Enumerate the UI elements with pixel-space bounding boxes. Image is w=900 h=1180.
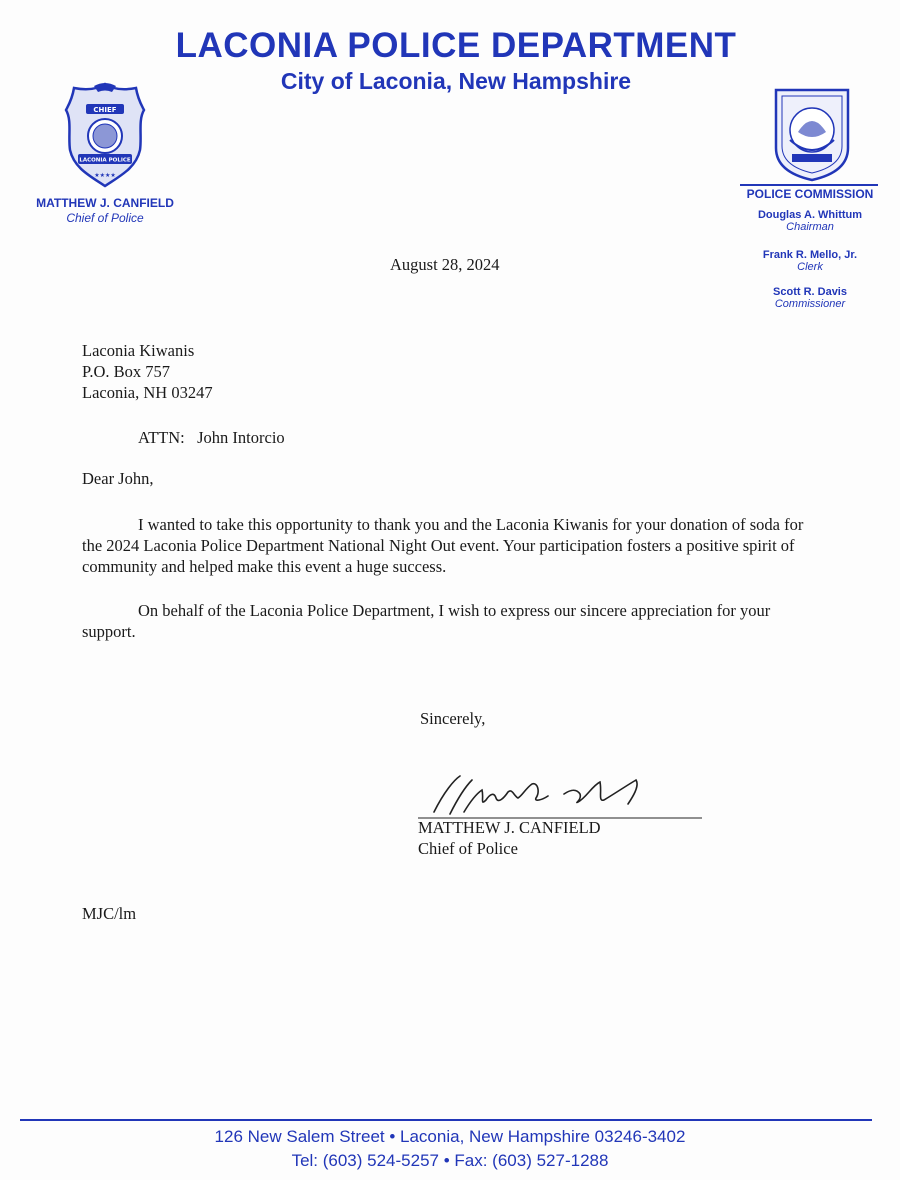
attn-label: ATTN: bbox=[138, 428, 185, 447]
svg-text:★★★★: ★★★★ bbox=[94, 172, 116, 179]
police-badge-icon bbox=[62, 80, 148, 190]
closing: Sincerely, bbox=[420, 709, 486, 728]
salutation: Dear John, bbox=[82, 469, 154, 488]
commission-member bbox=[730, 249, 890, 273]
member-name: Scott R. Davis bbox=[773, 286, 847, 298]
reference-initials: MJC/lm bbox=[82, 904, 137, 923]
recipient-line: P.O. Box 757 bbox=[82, 362, 171, 381]
commission-divider bbox=[740, 184, 878, 186]
commission-seal-icon bbox=[770, 82, 854, 182]
letter-date: August 28, 2024 bbox=[390, 255, 500, 274]
footer-divider bbox=[20, 1119, 872, 1121]
paragraph-text: I wanted to take this opportunity to thank you and the Laconia Kiwanis for your donation of soda for the 2024 Laconia Police Department National Night Out event. Your participation fosters a positive spirit of community and helped make this event a huge success. bbox=[82, 515, 804, 576]
body-paragraph bbox=[82, 514, 822, 577]
department-name: LACONIA POLICE DEPARTMENT bbox=[175, 26, 737, 65]
member-role: Clerk bbox=[797, 261, 823, 273]
commission-member bbox=[730, 209, 890, 233]
svg-text:CHIEF: CHIEF bbox=[93, 106, 117, 114]
member-role: Chairman bbox=[786, 221, 834, 233]
body-paragraph bbox=[82, 600, 822, 642]
chief-name: MATTHEW J. CANFIELD bbox=[36, 196, 174, 210]
commission-member bbox=[730, 286, 890, 310]
member-name: Douglas A. Whittum bbox=[757, 209, 863, 221]
svg-text:LACONIA POLICE: LACONIA POLICE bbox=[79, 157, 131, 164]
member-name: Frank R. Mello, Jr. bbox=[762, 249, 858, 261]
recipient-line: Laconia Kiwanis bbox=[82, 341, 195, 360]
member-role: Commissioner bbox=[774, 298, 846, 310]
city-name: City of Laconia, New Hampshire bbox=[280, 68, 632, 94]
handwritten-signature bbox=[414, 772, 704, 822]
signer-name: MATTHEW J. CANFIELD bbox=[418, 818, 601, 837]
chief-title: Chief of Police bbox=[66, 211, 144, 225]
signer-title: Chief of Police bbox=[418, 839, 518, 858]
recipient-address bbox=[82, 340, 213, 403]
attn-name: John Intorcio bbox=[197, 428, 285, 447]
attention-line bbox=[138, 427, 285, 448]
footer-phone: Tel: (603) 524-5257 • Fax: (603) 527-1288 bbox=[291, 1151, 609, 1170]
paragraph-text: On behalf of the Laconia Police Department, I wish to express our sincere appreciation for your support. bbox=[82, 601, 771, 641]
commission-heading: POLICE COMMISSION bbox=[746, 187, 874, 201]
footer-address: 126 New Salem Street • Laconia, New Hampshire 03246-3402 bbox=[214, 1127, 686, 1146]
recipient-line: Laconia, NH 03247 bbox=[82, 383, 213, 402]
